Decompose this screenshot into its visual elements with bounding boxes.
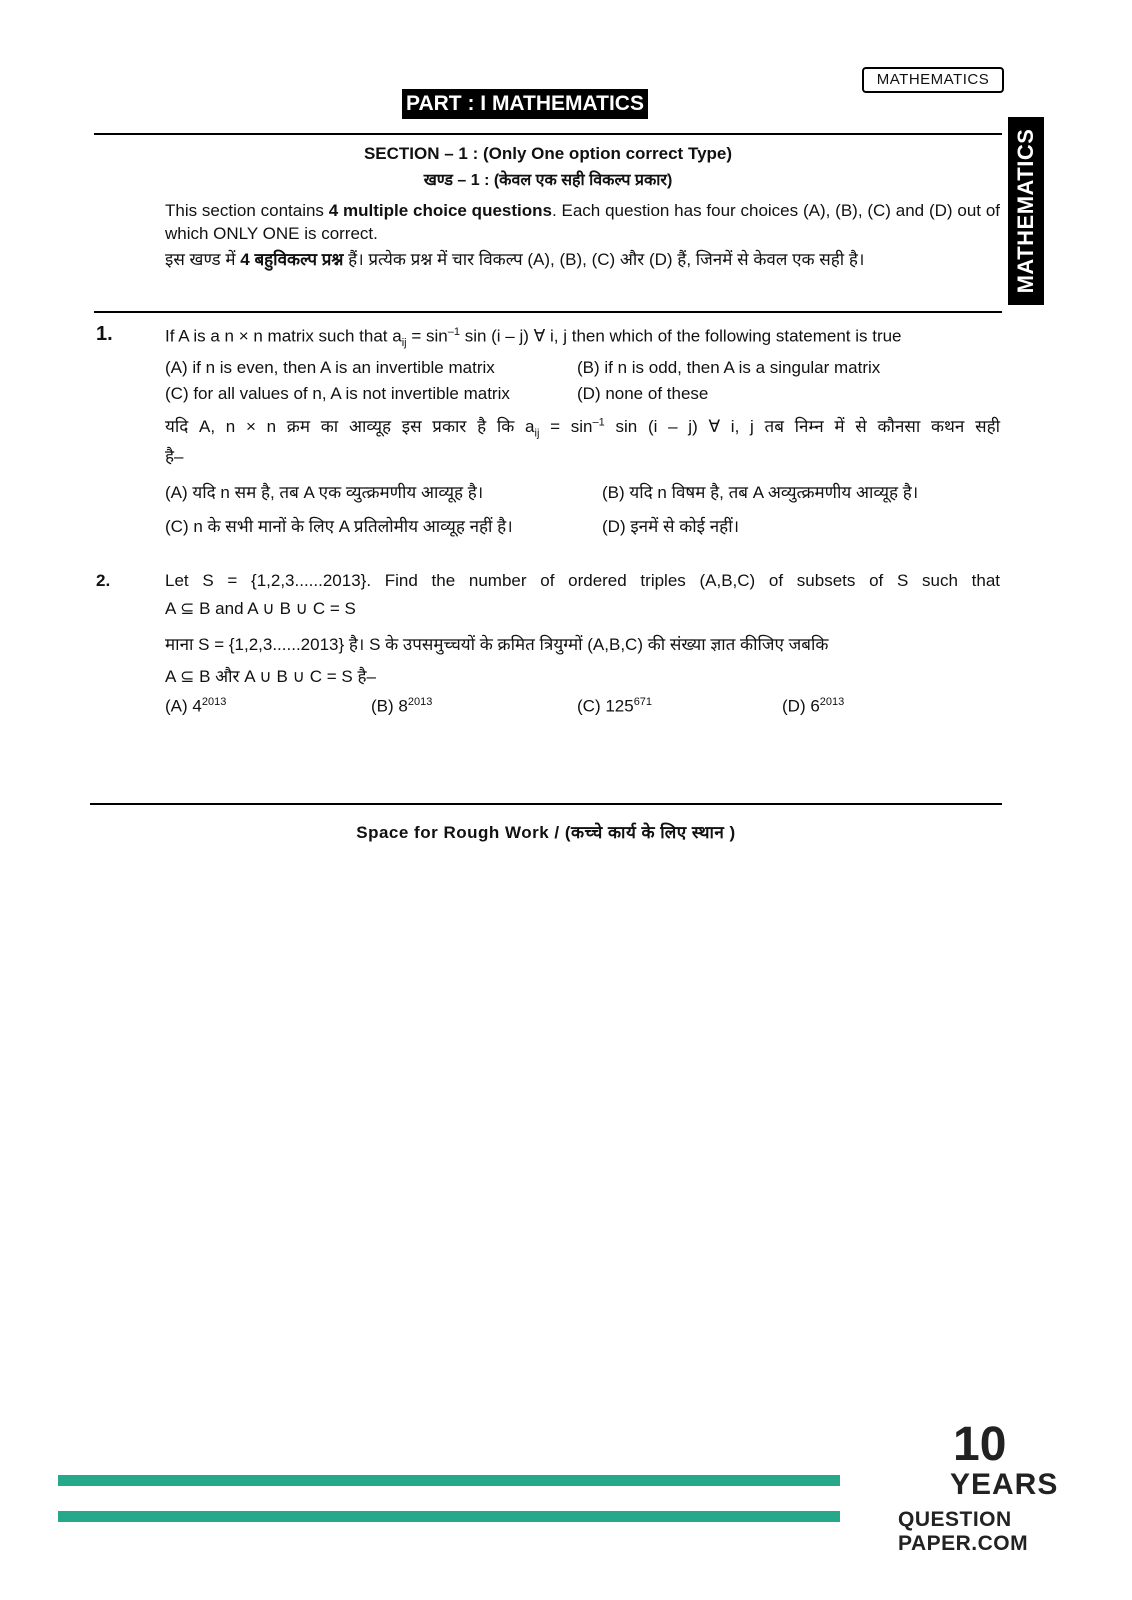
section-heading-en: SECTION – 1 : (Only One option correct Type) [363,144,733,163]
q1-option-b-en: (B) if n is odd, then A is a singular matrix [577,358,881,377]
question-2-stem-hi-cont: A ⊆ B और A ∪ B ∪ C = S है– [165,667,376,686]
logo-number: 10 [953,1418,1007,1471]
section-description-en: This section contains 4 multiple choice questions. Each question has four choices (A), (B), (C) and (D) out of which ONLY ONE is correct. [165,201,1000,243]
footer-bar-top [58,1475,840,1486]
part-title: PART : I MATHEMATICS [402,89,648,119]
side-tab-label: MATHEMATICS [1013,128,1038,294]
q1-option-c-hi: (C) n के सभी मानों के लिए A प्रतिलोमीय आव्यूह नहीं है। [165,517,513,536]
top-divider [94,133,1002,135]
q2-option-c: (C) $125^{671}$ [577,696,653,716]
logo-site: QUESTION PAPER.COM [898,1508,1029,1555]
question-1-stem-hi: यदि A, n × n क्रम का आव्यूह इस प्रकार है कि $a_{ij} = \sin^{-1} \sin (i - j)$ ∀ i, j तब निम्न में से कौनसा कथन सही [165,416,1000,440]
rough-work-label: Space for Rough Work / (कच्चे कार्य के लिए स्थान ) [356,823,736,842]
question-1-number: 1. [96,323,113,345]
side-tab [1008,117,1044,305]
question-2-stem-en: Let S = {1,2,3......2013}. Find the number of ordered triples (A,B,C) of subsets of S such that [165,571,1000,590]
q2-option-b: (B) $8^{2013}$ [371,696,433,716]
question-1-stem-hi-cont: है– [165,447,184,466]
q1-option-d-hi: (D) इनमें से कोई नहीं। [602,517,740,536]
q1-option-a-en: (A) if n is even, then A is an invertible matrix [165,358,495,377]
question-2-stem-en-cont: A ⊆ B and A ∪ B ∪ C = S [165,599,356,618]
rough-work-divider [90,803,1002,805]
question-2-number: 2. [96,571,111,590]
section-divider [94,311,1002,313]
q2-option-d: (D) $6^{2013}$ [782,696,845,716]
question-1-stem-en: If A is a n × n matrix such that $a_{ij} = \sin^{-1} \sin (i - j)$ ∀ i, j then which of the following statement is true [165,326,902,350]
q1-option-b-hi: (B) यदि n विषम है, तब A अव्युत्क्रमणीय आव्यूह है। [602,483,919,502]
section-description-hi: इस खण्ड में 4 बहुविकल्प प्रश्न हैं। प्रत्येक प्रश्न में चार विकल्प (A), (B), (C) और (D) हैं, जिनमें से केवल एक सही है। [165,250,865,269]
footer-bar-bottom [58,1511,840,1522]
section-heading-hi: खण्ड – 1 : (केवल एक सही विकल्प प्रकार) [423,172,673,189]
q2-option-a: (A) $4^{2013}$ [165,696,227,716]
subject-tag: MATHEMATICS [862,67,1004,93]
question-2-stem-hi: माना S = {1,2,3......2013} है। S के उपसमुच्चयों के क्रमित त्रियुग्मों (A,B,C) की संख्या ज्ञात कीजिए जबकि [165,635,829,654]
q1-option-a-hi: (A) यदि n सम है, तब A एक व्युत्क्रमणीय आव्यूह है। [165,483,484,502]
q1-option-d-en: (D) none of these [577,384,709,403]
logo-years: YEARS [950,1468,1059,1501]
q1-option-c-en: (C) for all values of n, A is not invertible matrix [165,384,510,403]
